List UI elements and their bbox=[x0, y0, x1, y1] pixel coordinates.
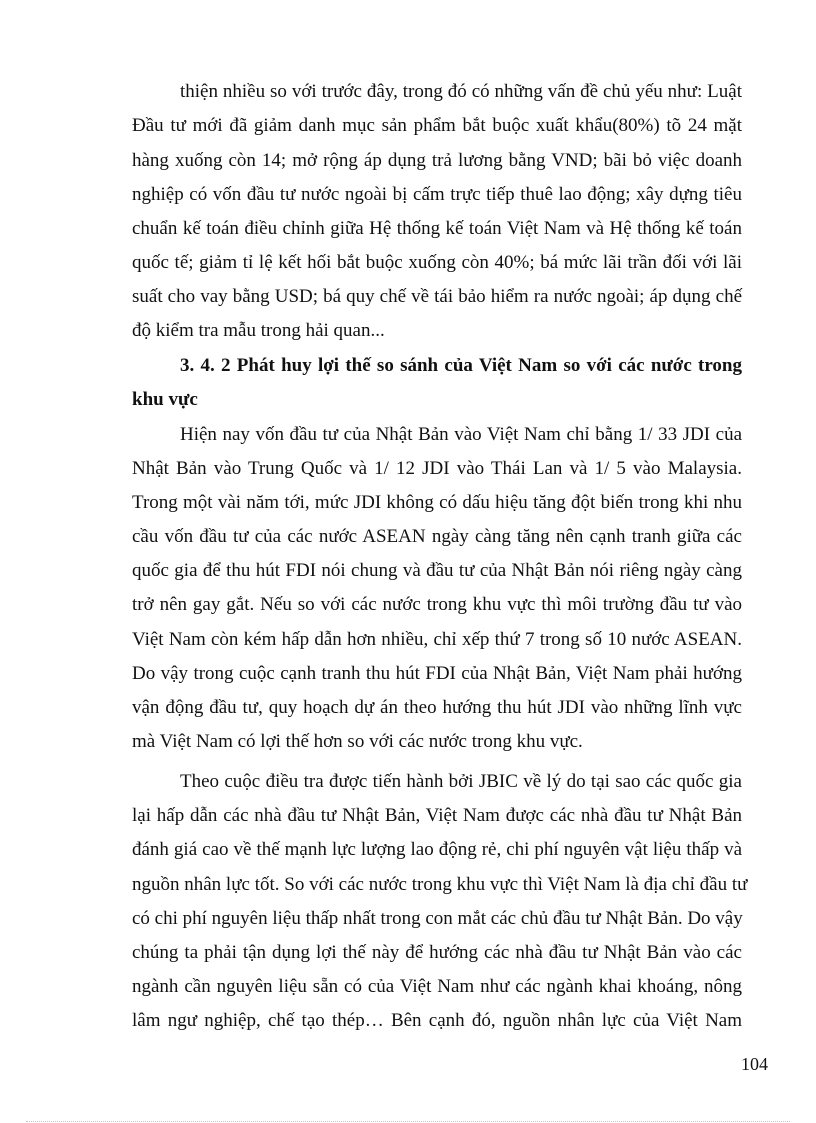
section-heading: 3. 4. 2 Phát huy lợi thế so sánh của Việt Nam so với các nước trong bbox=[180, 355, 742, 376]
body-text-line: lâm ngư nghiệp, chế tạo thép… Bên cạnh đó, nguồn nhân lực của Việt Nam bbox=[132, 1010, 742, 1031]
body-text-line: cầu vốn đầu tư của các nước ASEAN ngày càng tăng nên cạnh tranh giữa các bbox=[132, 526, 742, 547]
body-text-line: nguồn nhân lực tốt. So với các nước trong khu vực thì Việt Nam là địa chỉ đầu tư bbox=[132, 874, 748, 895]
body-text-line: Do vậy trong cuộc cạnh tranh thu hút FDI của Nhật Bản, Việt Nam phải hướng bbox=[132, 663, 742, 684]
body-text-line: hàng xuống còn 14; mở rộng áp dụng trả lương bằng VND; bãi bỏ việc doanh bbox=[132, 150, 742, 171]
body-text-line: Đầu tư mới đã giảm danh mục sản phẩm bắt buộc xuất khẩu(80%) tõ 24 mặt bbox=[132, 115, 742, 136]
body-text-line: Việt Nam còn kém hấp dẫn hơn nhiều, chỉ xếp thứ 7 trong số 10 nước ASEAN. bbox=[132, 629, 742, 650]
page-number: 104 bbox=[741, 1054, 768, 1074]
body-text-line: độ kiểm tra mẫu trong hải quan... bbox=[132, 320, 385, 341]
body-text-line: trở nên gay gắt. Nếu so với các nước trong khu vực thì môi trường đầu tư vào bbox=[132, 594, 742, 615]
body-text-line: chúng ta phải tận dụng lợi thế này để hướng các nhà đầu tư Nhật Bản vào các bbox=[132, 942, 742, 963]
body-text-line: Theo cuộc điều tra được tiến hành bởi JBIC về lý do tại sao các quốc gia bbox=[180, 771, 742, 792]
body-text-line: thiện nhiều so với trước đây, trong đó có những vấn đề chủ yếu như: Luật bbox=[180, 81, 742, 102]
body-text-line: nghiệp có vốn đầu tư nước ngoài bị cấm trực tiếp thuê lao động; xây dựng tiêu bbox=[132, 184, 742, 205]
body-text-line: quốc tế; giảm tỉ lệ kết hối bắt buộc xuống còn 40%; bá mức lãi trần đối với lãi bbox=[132, 252, 742, 273]
body-text-line: vận động đầu tư, quy hoạch dự án theo hướng thu hút JDI vào những lĩnh vực bbox=[132, 697, 742, 718]
body-text-line: Trong một vài năm tới, mức JDI không có dấu hiệu tăng đột biến trong khi nhu bbox=[132, 492, 742, 513]
body-text-line: lại hấp dẫn các nhà đầu tư Nhật Bản, Việt Nam được các nhà đầu tư Nhật Bản bbox=[132, 805, 742, 826]
body-text-line: mà Việt Nam có lợi thế hơn so với các nước trong khu vực. bbox=[132, 731, 583, 752]
body-text-line: ngành cần nguyên liệu sẵn có của Việt Nam như các ngành khai khoáng, nông bbox=[132, 976, 742, 997]
page-bottom-divider bbox=[26, 1121, 790, 1122]
body-text-line: đánh giá cao về thế mạnh lực lượng lao động rẻ, chi phí nguyên vật liệu thấp và bbox=[132, 839, 742, 860]
body-text-line: Nhật Bản vào Trung Quốc và 1/ 12 JDI vào Thái Lan và 1/ 5 vào Malaysia. bbox=[132, 458, 742, 479]
body-text-line: suất cho vay bằng USD; bá quy chế về tái bảo hiểm ra nước ngoài; áp dụng chế bbox=[132, 286, 742, 307]
body-text-line: quốc gia để thu hút FDI nói chung và đầu tư của Nhật Bản nói riêng ngày càng bbox=[132, 560, 742, 581]
body-text-line: Hiện nay vốn đầu tư của Nhật Bản vào Việt Nam chỉ bằng 1/ 33 JDI của bbox=[180, 424, 742, 445]
section-heading-continued: khu vực bbox=[132, 389, 198, 410]
body-text-line: có chi phí nguyên liệu thấp nhất trong con mắt các chủ đầu tư Nhật Bản. Do vậy bbox=[132, 908, 743, 929]
body-text-line: chuẩn kế toán điều chỉnh giữa Hệ thống kế toán Việt Nam và Hệ thống kế toán bbox=[132, 218, 742, 239]
